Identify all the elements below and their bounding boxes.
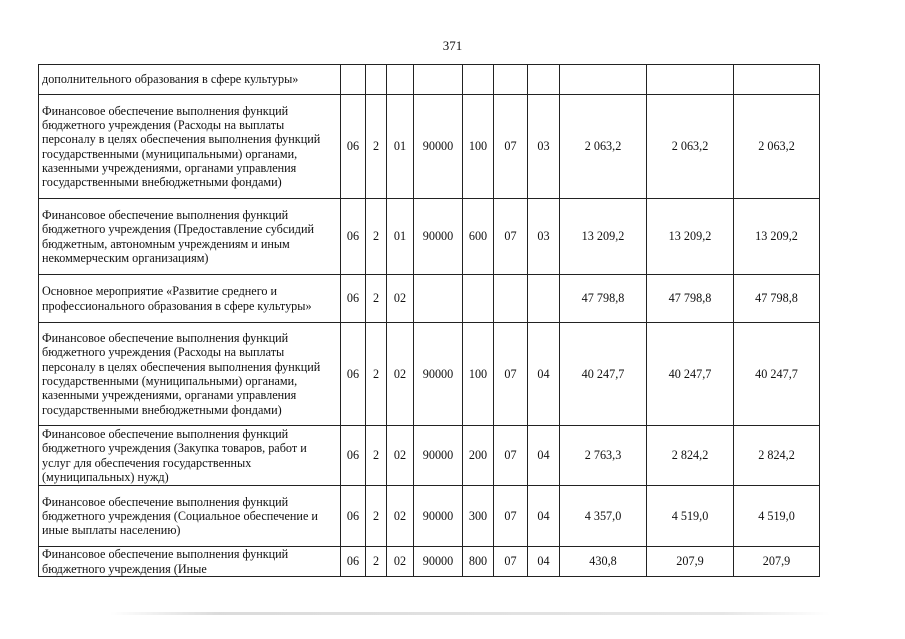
direction-code-cell: 90000 bbox=[414, 486, 463, 547]
amount-cell bbox=[647, 65, 734, 95]
amount-cell: 207,9 bbox=[647, 547, 734, 577]
budget-table bbox=[38, 64, 820, 577]
expense-type-cell bbox=[463, 65, 494, 95]
expense-type-cell: 300 bbox=[463, 486, 494, 547]
expense-type-cell: 100 bbox=[463, 95, 494, 199]
expense-name-cell: Финансовое обеспечение выполнения функций бюджетного учреждения (Расходы на выплаты персоналу в целях обеспечения выполнения функций государственными (муниципальными) органами, казенными учреждениями, органами управления государственными внебюджетными фондами) bbox=[39, 323, 341, 426]
expense-type-cell: 600 bbox=[463, 199, 494, 275]
amount-cell: 4 357,0 bbox=[560, 486, 647, 547]
ministry-code-cell: 06 bbox=[341, 426, 366, 486]
subsection-code-cell: 04 bbox=[528, 547, 560, 577]
page-number: 371 bbox=[442, 38, 463, 53]
subprogram-code-cell: 02 bbox=[387, 547, 414, 577]
section-code-cell: 07 bbox=[494, 486, 528, 547]
amount-cell: 13 209,2 bbox=[734, 199, 820, 275]
expense-name-cell: Финансовое обеспечение выполнения функций бюджетного учреждения (Закупка товаров, работ и услуг для обеспечения государственных (муниципальных) нужд) bbox=[39, 426, 341, 486]
subsection-code-cell: 04 bbox=[528, 486, 560, 547]
subsection-code-cell: 03 bbox=[528, 95, 560, 199]
table-row bbox=[39, 199, 820, 275]
table-row bbox=[39, 95, 820, 199]
expense-name-cell: Финансовое обеспечение выполнения функций бюджетного учреждения (Социальное обеспечение и иные выплаты населению) bbox=[39, 486, 341, 547]
program-code-cell bbox=[366, 65, 387, 95]
program-code-cell: 2 bbox=[366, 323, 387, 426]
expense-type-cell: 800 bbox=[463, 547, 494, 577]
section-code-cell: 07 bbox=[494, 199, 528, 275]
subprogram-code-cell: 02 bbox=[387, 323, 414, 426]
amount-cell: 47 798,8 bbox=[647, 275, 734, 323]
direction-code-cell: 90000 bbox=[414, 199, 463, 275]
expense-name-cell: Финансовое обеспечение выполнения функций бюджетного учреждения (Предоставление субсидий бюджетным, автономным учреждениям и иным некоммерческим организациям) bbox=[39, 199, 341, 275]
expense-type-cell: 200 bbox=[463, 426, 494, 486]
subprogram-code-cell: 01 bbox=[387, 199, 414, 275]
amount-cell bbox=[734, 65, 820, 95]
subsection-code-cell bbox=[528, 65, 560, 95]
table-row bbox=[39, 65, 820, 95]
section-code-cell: 07 bbox=[494, 426, 528, 486]
amount-cell: 4 519,0 bbox=[734, 486, 820, 547]
subsection-code-cell bbox=[528, 275, 560, 323]
program-code-cell: 2 bbox=[366, 95, 387, 199]
expense-type-cell: 100 bbox=[463, 323, 494, 426]
expense-type-cell bbox=[463, 275, 494, 323]
program-code-cell: 2 bbox=[366, 426, 387, 486]
amount-cell: 40 247,7 bbox=[734, 323, 820, 426]
amount-cell bbox=[560, 65, 647, 95]
amount-cell: 40 247,7 bbox=[560, 323, 647, 426]
subsection-code-cell: 03 bbox=[528, 199, 560, 275]
subprogram-code-cell: 02 bbox=[387, 275, 414, 323]
table-row bbox=[39, 426, 820, 486]
amount-cell: 207,9 bbox=[734, 547, 820, 577]
amount-cell: 13 209,2 bbox=[560, 199, 647, 275]
subprogram-code-cell: 01 bbox=[387, 95, 414, 199]
direction-code-cell bbox=[414, 65, 463, 95]
ministry-code-cell: 06 bbox=[341, 323, 366, 426]
section-code-cell bbox=[494, 65, 528, 95]
ministry-code-cell: 06 bbox=[341, 547, 366, 577]
amount-cell: 2 063,2 bbox=[560, 95, 647, 199]
table-row bbox=[39, 547, 820, 577]
section-code-cell: 07 bbox=[494, 95, 528, 199]
table-body bbox=[39, 65, 820, 577]
direction-code-cell: 90000 bbox=[414, 95, 463, 199]
ministry-code-cell: 06 bbox=[341, 486, 366, 547]
program-code-cell: 2 bbox=[366, 199, 387, 275]
section-code-cell: 07 bbox=[494, 323, 528, 426]
program-code-cell: 2 bbox=[366, 275, 387, 323]
amount-cell: 2 824,2 bbox=[647, 426, 734, 486]
subprogram-code-cell: 02 bbox=[387, 486, 414, 547]
program-code-cell: 2 bbox=[366, 547, 387, 577]
subsection-code-cell: 04 bbox=[528, 426, 560, 486]
amount-cell: 4 519,0 bbox=[647, 486, 734, 547]
subsection-code-cell: 04 bbox=[528, 323, 560, 426]
direction-code-cell: 90000 bbox=[414, 426, 463, 486]
expense-name-cell: Финансовое обеспечение выполнения функций бюджетного учреждения (Расходы на выплаты персоналу в целях обеспечения выполнения функций государственными (муниципальными) органами, казенными учреждениями, органами управления государственными внебюджетными фондами) bbox=[39, 95, 341, 199]
subprogram-code-cell bbox=[387, 65, 414, 95]
amount-cell: 13 209,2 bbox=[647, 199, 734, 275]
amount-cell: 430,8 bbox=[560, 547, 647, 577]
section-code-cell bbox=[494, 275, 528, 323]
amount-cell: 47 798,8 bbox=[560, 275, 647, 323]
ministry-code-cell: 06 bbox=[341, 199, 366, 275]
direction-code-cell: 90000 bbox=[414, 547, 463, 577]
table-row bbox=[39, 323, 820, 426]
ministry-code-cell: 06 bbox=[341, 95, 366, 199]
subprogram-code-cell: 02 bbox=[387, 426, 414, 486]
amount-cell: 2 063,2 bbox=[734, 95, 820, 199]
expense-name-cell: Финансовое обеспечение выполнения функций бюджетного учреждения (Иные bbox=[39, 547, 341, 577]
amount-cell: 2 063,2 bbox=[647, 95, 734, 199]
ministry-code-cell: 06 bbox=[341, 275, 366, 323]
section-code-cell: 07 bbox=[494, 547, 528, 577]
table-row bbox=[39, 275, 820, 323]
amount-cell: 40 247,7 bbox=[647, 323, 734, 426]
direction-code-cell: 90000 bbox=[414, 323, 463, 426]
program-code-cell: 2 bbox=[366, 486, 387, 547]
expense-name-cell: дополнительного образования в сфере культуры» bbox=[39, 65, 341, 95]
amount-cell: 2 824,2 bbox=[734, 426, 820, 486]
expense-name-cell: Основное мероприятие «Развитие среднего и профессионального образования в сфере культуры» bbox=[39, 275, 341, 323]
direction-code-cell bbox=[414, 275, 463, 323]
amount-cell: 47 798,8 bbox=[734, 275, 820, 323]
table-row bbox=[39, 486, 820, 547]
scan-artifact bbox=[110, 612, 830, 615]
ministry-code-cell bbox=[341, 65, 366, 95]
amount-cell: 2 763,3 bbox=[560, 426, 647, 486]
